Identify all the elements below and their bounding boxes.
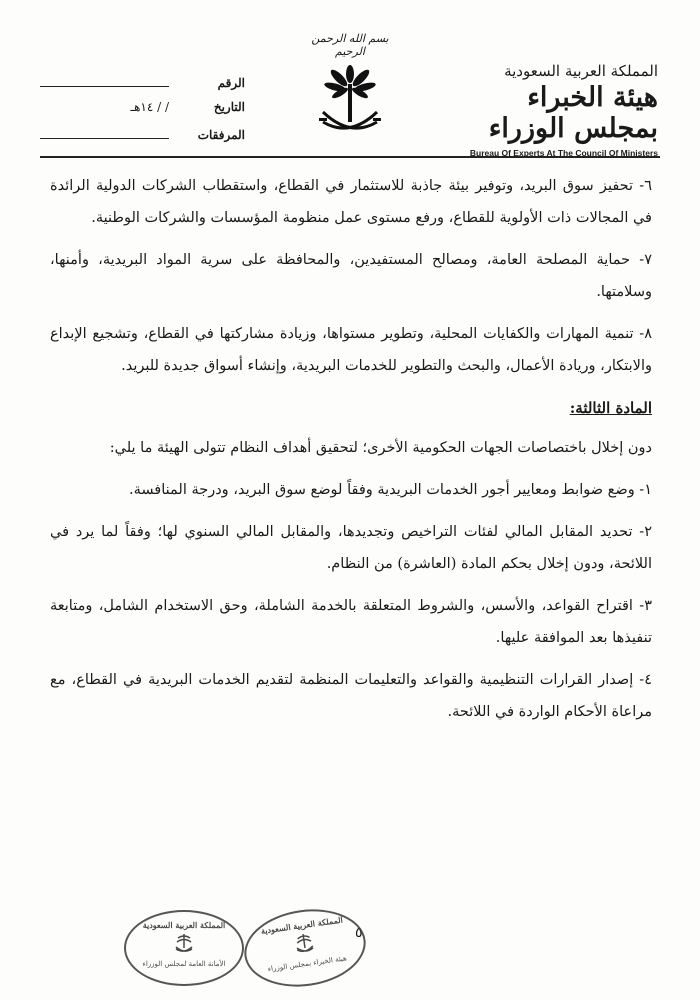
stamp-1-bottom-text: الأمانة العامة لمجلس الوزراء	[142, 960, 226, 968]
kingdom-name: المملكة العربية السعودية	[504, 62, 658, 80]
article-item-2: ٢- تحديد المقابل المالي لفئات التراخيص وتجديدها، والمقابل المالي السنوي لها؛ وفقاً لما يرد في اللائحة، ودون إخلال بحكم المادة (العاشرة) من النظام.	[50, 524, 652, 572]
header-divider	[40, 156, 660, 158]
objective-item-7: ٧- حماية المصلحة العامة، ومصالح المستفيدين، والمحافظة على سرية المواد البريدية، وأمنها، وسلامتها.	[50, 252, 652, 300]
ref-number-line	[40, 74, 169, 87]
article-item-1: ١- وضع ضوابط ومعايير أجور الخدمات البريدية وفقاً لوضع سوق البريد، ودرجة المنافسة.	[128, 482, 652, 498]
article-item-4: ٤- إصدار القرارات التنظيمية والقواعد والتعليمات المنظمة لتقديم الخدمات البريدية في القطاع، مع مراعاة الأحكام الواردة في اللائحة.	[50, 672, 652, 720]
ref-date-row	[40, 100, 245, 126]
ref-attachments-line	[40, 126, 169, 139]
ref-attachments-label: المرفقات	[197, 128, 245, 142]
ref-number-label: الرقم	[217, 76, 245, 90]
organization-header	[458, 62, 658, 158]
article-three-heading: المادة الثالثة:	[569, 399, 652, 417]
page-number: ٥	[355, 925, 363, 941]
objective-item-8: ٨- تنمية المهارات والكفايات المحلية، وتطوير مستواها، وزيادة مشاركتها في القطاع، وتشجيع الإبداع والابتكار، وريادة الأعمال، والبحث والتطوير للخدمات البريدية، وإنشاء أسواق جديدة للبريد.	[50, 326, 652, 374]
stamp-1-top-text: المملكة العربية السعودية	[142, 920, 226, 930]
official-stamp-secretariat	[124, 910, 244, 986]
bureau-name-english: Bureau Of Experts At The Council Of Ministers	[469, 148, 658, 159]
document-body	[50, 170, 652, 738]
ref-attachments-row	[40, 126, 245, 152]
ref-date-value: / / ١٤هـ	[130, 100, 169, 114]
stamp-2-top-text: المملكة العربية السعودية	[260, 914, 344, 936]
bureau-name-arabic: هيئة الخبراء بمجلس الوزراء	[488, 82, 658, 145]
official-stamp-bureau	[239, 902, 370, 994]
article-three-intro: دون إخلال باختصاصات الجهات الحكومية الأخرى؛ لتحقيق أهداف النظام تتولى الهيئة ما يلي:	[109, 440, 652, 456]
basmala: بسم الله الرحمن الرحيم	[311, 32, 389, 58]
objective-item-6: ٦- تحفيز سوق البريد، وتوفير بيئة جاذبة للاستثمار في القطاع، واستقطاب الشركات الدولية الرائدة في المجالات ذات الأولوية للقطاع، ورفع مستوى عمل منظومة المؤسسات والشركات الوطنية.	[50, 178, 652, 226]
ref-date-label: التاريخ	[213, 100, 245, 114]
ref-number-row	[40, 74, 245, 100]
reference-block	[40, 74, 245, 152]
stamp-emblem-icon	[292, 931, 317, 956]
emblem-block	[300, 32, 400, 142]
stamp-emblem-icon	[173, 932, 195, 954]
article-item-3: ٣- اقتراح القواعد، والأسس، والشروط المتعلقة بالخدمة الشاملة، وحق الاستخدام الشامل، ومتابعة تنفيذها بعد الموافقة عليها.	[50, 598, 652, 646]
stamp-2-bottom-text: هيئة الخبراء بمجلس الوزراء	[267, 954, 348, 974]
palm-and-swords-icon	[315, 60, 385, 140]
